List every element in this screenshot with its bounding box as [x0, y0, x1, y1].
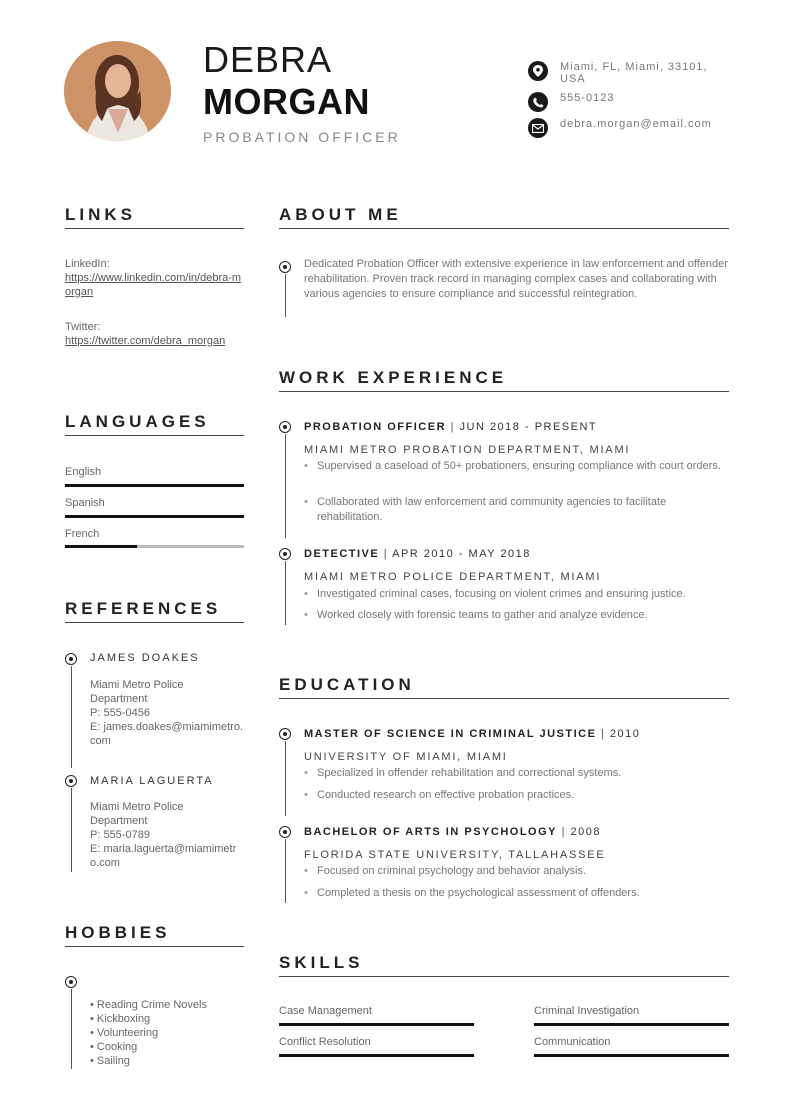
- languages-divider: [65, 435, 244, 436]
- linkedin-entry: [65, 257, 244, 299]
- profile-photo: [64, 41, 171, 141]
- skill-bar: [279, 1023, 474, 1026]
- languages-heading: LANGUAGES: [65, 412, 210, 431]
- language-name: English: [65, 466, 102, 478]
- job-bullet: • Collaborated with law enforcement and community agencies to facilitate rehabilitation.: [304, 495, 729, 525]
- education-header: [304, 728, 640, 740]
- twitter-label: Twitter:: [65, 321, 101, 333]
- about-divider: [279, 228, 729, 229]
- language-level-fill: [65, 515, 244, 518]
- timeline-line: [285, 839, 286, 903]
- reference-details: [90, 678, 244, 748]
- timeline-dot-icon: [279, 421, 291, 433]
- first-name: DEBRA: [203, 39, 333, 80]
- contact-email: [528, 118, 720, 138]
- hobbies-list: [90, 998, 207, 1068]
- skill-bar: [279, 1054, 474, 1057]
- linkedin-label: LinkedIn:: [65, 258, 110, 270]
- timeline-line: [285, 561, 286, 625]
- education-school: FLORIDA STATE UNIVERSITY, TALLAHASSEE: [304, 849, 606, 861]
- links-heading: LINKS: [65, 205, 136, 224]
- education-header: [304, 826, 601, 838]
- job-dates: APR 2010 - MAY 2018: [392, 548, 531, 560]
- skills-heading: SKILLS: [279, 953, 364, 972]
- experience-heading: WORK EXPERIENCE: [279, 368, 508, 387]
- skills-divider: [279, 976, 729, 977]
- job-header: [304, 421, 597, 433]
- timeline-line: [71, 788, 72, 872]
- timeline-dot-icon: [279, 826, 291, 838]
- reference-name: MARIA LAGUERTA: [90, 775, 214, 787]
- timeline-dot-icon: [65, 775, 77, 787]
- job-bullet: • Investigated criminal cases, focusing on violent crimes and ensuring justice.: [304, 587, 729, 602]
- education-heading: EDUCATION: [279, 675, 415, 694]
- job-bullet: • Supervised a caseload of 50+ probationers, ensuring compliance with court orders.: [304, 459, 729, 474]
- timeline-dot-icon: [279, 728, 291, 740]
- hobby-item: • Cooking: [90, 1041, 138, 1053]
- timeline-line: [285, 434, 286, 538]
- job-role: DETECTIVE: [304, 548, 380, 560]
- language-bar: [65, 515, 244, 518]
- references-heading: REFERENCES: [65, 599, 222, 618]
- contact-phone: [528, 92, 720, 112]
- hobby-item: • Kickboxing: [90, 1013, 151, 1025]
- reference-org: Miami Metro Police Department: [90, 679, 184, 705]
- job-role: PROBATION OFFICER: [304, 421, 447, 433]
- education-school: UNIVERSITY OF MIAMI, MIAMI: [304, 751, 508, 763]
- reference-phone: P: 555-0456: [90, 707, 150, 719]
- twitter-link[interactable]: https://twitter.com/debra_morgan: [65, 335, 226, 347]
- skill-bar: [534, 1054, 729, 1057]
- job-bullet: • Worked closely with forensic teams to gather and analyze evidence.: [304, 608, 729, 623]
- references-divider: [65, 622, 244, 623]
- email-text[interactable]: debra.morgan@email.com: [560, 118, 712, 130]
- skill-label: Case Management: [279, 1005, 372, 1017]
- last-name: MORGAN: [203, 81, 370, 122]
- education-degree: BACHELOR OF ARTS IN PSYCHOLOGY: [304, 826, 557, 838]
- job-title: PROBATION OFFICER: [203, 129, 401, 145]
- education-bullet: • Focused on criminal psychology and behavior analysis.: [304, 864, 729, 879]
- linkedin-link[interactable]: https://www.linkedin.com/in/debra-morgan: [65, 272, 242, 298]
- reference-details: [90, 800, 244, 870]
- job-separator: |: [450, 421, 455, 433]
- timeline-dot-icon: [65, 653, 77, 665]
- skill-bar: [534, 1023, 729, 1026]
- education-separator: |: [561, 826, 566, 838]
- hobby-item: • Sailing: [90, 1055, 130, 1067]
- about-heading: ABOUT ME: [279, 205, 402, 224]
- timeline-dot-icon: [279, 261, 291, 273]
- job-organization: MIAMI METRO POLICE DEPARTMENT, MIAMI: [304, 571, 602, 583]
- skill-label: Conflict Resolution: [279, 1036, 371, 1048]
- reference-org: Miami Metro Police Department: [90, 801, 184, 827]
- education-bullet: • Specialized in offender rehabilitation and correctional systems.: [304, 766, 729, 781]
- language-level-fill: [65, 484, 244, 487]
- education-year: 2008: [570, 826, 601, 838]
- timeline-line: [71, 989, 72, 1069]
- timeline-dot-icon: [279, 548, 291, 560]
- address-text: Miami, FL, Miami, 33101, USA: [560, 61, 708, 85]
- phone-icon: [528, 92, 548, 112]
- education-degree: MASTER OF SCIENCE IN CRIMINAL JUSTICE: [304, 728, 597, 740]
- hobby-item: • Volunteering: [90, 1027, 159, 1039]
- twitter-entry: [65, 320, 244, 348]
- reference-phone: P: 555-0789: [90, 829, 150, 841]
- hobbies-divider: [65, 946, 244, 947]
- contact-address: [528, 61, 720, 85]
- reference-name: JAMES DOAKES: [90, 652, 200, 664]
- reference-email: E: james.doakes@miamimetro.com: [90, 721, 243, 747]
- job-organization: MIAMI METRO PROBATION DEPARTMENT, MIAMI: [304, 444, 631, 456]
- education-bullet: • Conducted research on effective probation practices.: [304, 788, 729, 803]
- hobbies-heading: HOBBIES: [65, 923, 171, 942]
- phone-text[interactable]: 555-0123: [560, 92, 615, 104]
- job-header: [304, 548, 531, 560]
- education-divider: [279, 698, 729, 699]
- language-name: Spanish: [65, 497, 105, 509]
- timeline-line: [285, 741, 286, 816]
- experience-divider: [279, 391, 729, 392]
- envelope-icon: [528, 118, 548, 138]
- reference-email: E: maria.laguerta@miamimetro.com: [90, 843, 237, 869]
- skill-label: Communication: [534, 1036, 611, 1048]
- language-bar: [65, 545, 244, 548]
- about-text: Dedicated Probation Officer with extensive experience in law enforcement and offender rehabilitation. Proven track record in managing complex cases and collaborating with various agencies to ensure compliance and successful reintegration.: [304, 258, 728, 300]
- education-separator: |: [601, 728, 606, 740]
- language-bar: [65, 484, 244, 487]
- timeline-line: [71, 666, 72, 768]
- language-level-fill: [65, 545, 137, 548]
- hobby-item: • Reading Crime Novels: [90, 999, 207, 1011]
- timeline-line: [285, 274, 286, 317]
- education-bullet: • Completed a thesis on the psychological assessment of offenders.: [304, 886, 729, 901]
- job-dates: JUN 2018 - PRESENT: [459, 421, 598, 433]
- skill-label: Criminal Investigation: [534, 1005, 640, 1017]
- job-separator: |: [383, 548, 389, 560]
- language-name: French: [65, 528, 100, 540]
- education-year: 2010: [609, 728, 641, 740]
- location-pin-icon: [528, 61, 548, 81]
- links-divider: [65, 228, 244, 229]
- timeline-dot-icon: [65, 976, 77, 988]
